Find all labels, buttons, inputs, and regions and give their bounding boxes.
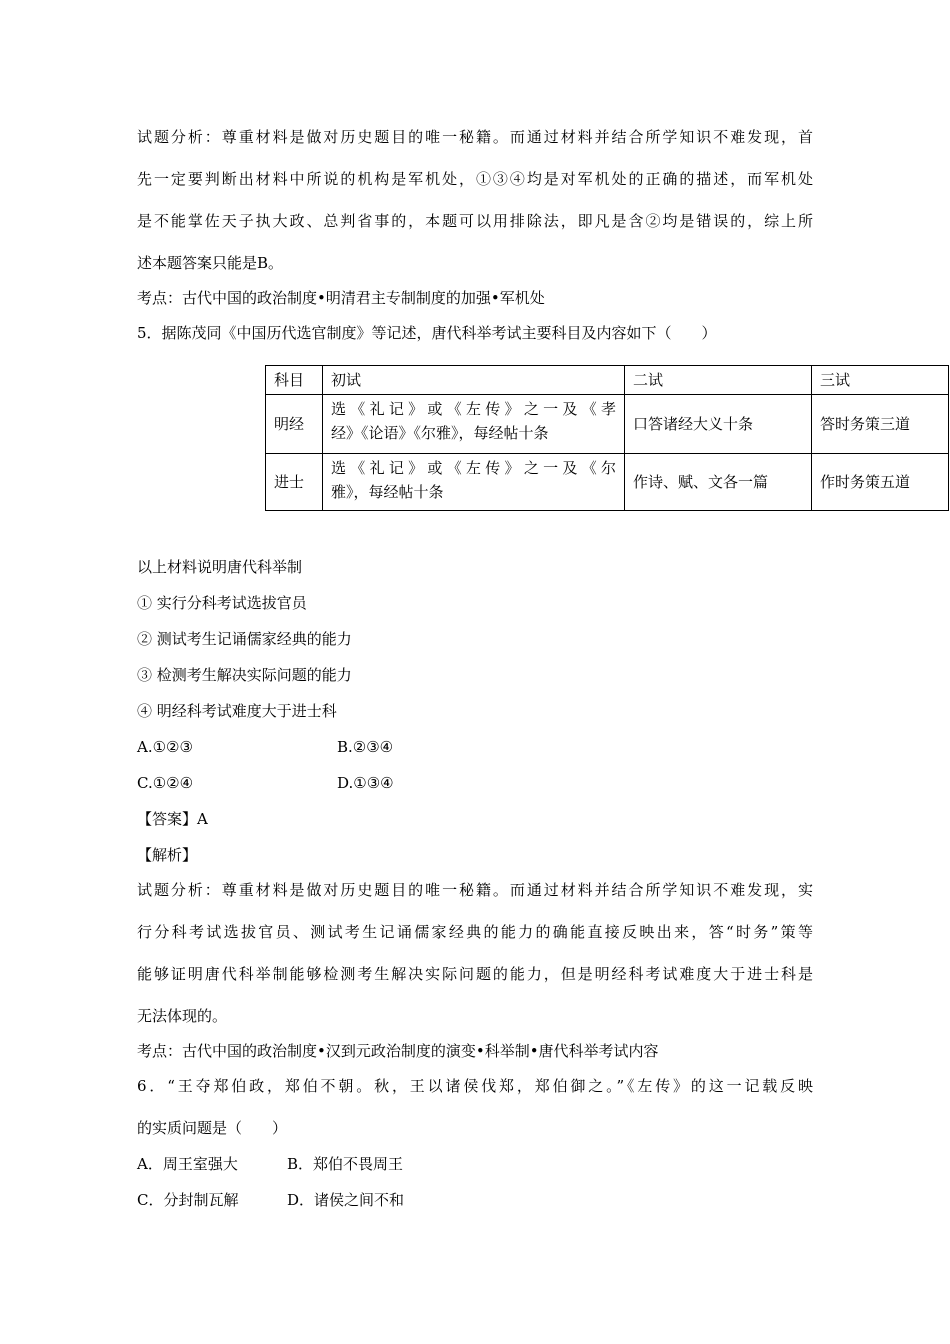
prev-analysis-line: 述本题答案只能是B。 [137,254,284,272]
table-cell [323,454,625,511]
cell-line: 选《礼记》或《左传》之一及《孝 [331,400,616,418]
q5-option-d: D.①③④ [337,774,394,792]
table-cell [323,395,625,454]
q6-stem-line: 的实质问题是（ ） [137,1119,288,1137]
q6-option-c: C．分封制瓦解 [137,1191,239,1209]
q5-analysis-line: 行分科考试选拔官员、测试考生记诵儒家经典的能力的确能直接反映出来，答“时务”策等 [137,923,813,941]
table-cell: 作诗、赋、文各一篇 [625,454,812,511]
exam-subjects-table [265,365,949,511]
q5-option-a: A.①②③ [137,738,193,756]
q5-kaodian: 考点：古代中国的政治制度•汉到元政治制度的演变•科举制•唐代科举考试内容 [137,1042,659,1060]
cell-line: 雅》，每经帖十条 [331,483,444,501]
q5-jiexi-heading: 【解析】 [137,846,198,864]
q5-analysis-line: 试题分析：尊重材料是做对历史题目的唯一秘籍。而通过材料并结合所学知识不难发现，实 [137,881,813,899]
q5-analysis-line: 能够证明唐代科举制能够检测考生解决实际问题的能力，但是明经科考试难度大于进士科是 [137,965,813,983]
q5-option-b: B.②③④ [337,738,394,756]
prev-analysis-line: 是不能掌佐天子执大政、总判省事的，本题可以用排除法，即凡是含②均是错误的，综上所 [137,212,813,230]
table-cell: 进士 [266,454,323,511]
prev-analysis-line: 先一定要判断出材料中所说的机构是军机处，①③④均是对军机处的正确的描述，而军机处 [137,170,813,188]
table-header-cell: 初试 [323,366,625,395]
q5-item: ② 测试考生记诵儒家经典的能力 [137,630,352,648]
q6-stem-line: 6．“王夺郑伯政，郑伯不朝。秋，王以诸侯伐郑，郑伯御之。”《左传》的这一记载反映 [137,1077,813,1095]
table-cell: 明经 [266,395,323,454]
q6-option-a: A．周王室强大 [137,1155,238,1173]
table-row [266,395,949,454]
q6-option-d: D．诸侯之间不和 [287,1191,405,1209]
table-row [266,454,949,511]
table-header-cell: 三试 [812,366,949,395]
q5-stem: 5．据陈茂同《中国历代选官制度》等记述，唐代科举考试主要科目及内容如下（ ） [137,324,717,342]
q5-analysis-line: 无法体现的。 [137,1007,228,1025]
table-cell: 口答诸经大义十条 [625,395,812,454]
q5-item: ③ 检测考生解决实际问题的能力 [137,666,352,684]
cell-line: 经》《论语》《尔雅》，每经帖十条 [331,424,549,442]
q5-lead: 以上材料说明唐代科举制 [137,558,303,576]
q5-item: ① 实行分科考试选拔官员 [137,594,307,612]
table-cell: 作时务策五道 [812,454,949,511]
table-cell: 答时务策三道 [812,395,949,454]
q5-item: ④ 明经科考试难度大于进士科 [137,702,337,720]
q5-option-c: C.①②④ [137,774,194,792]
table-header-cell: 科目 [266,366,323,395]
prev-kaodian: 考点：古代中国的政治制度•明清君主专制制度的加强•军机处 [137,289,545,307]
q6-option-b: B．郑伯不畏周王 [287,1155,404,1173]
prev-analysis-line: 试题分析：尊重材料是做对历史题目的唯一秘籍。而通过材料并结合所学知识不难发现，首 [137,128,813,146]
q5-answer: 【答案】A [137,810,208,828]
table-header-cell: 二试 [625,366,812,395]
cell-line: 选《礼记》或《左传》之一及《尔 [331,459,616,477]
table-header-row [266,366,949,395]
